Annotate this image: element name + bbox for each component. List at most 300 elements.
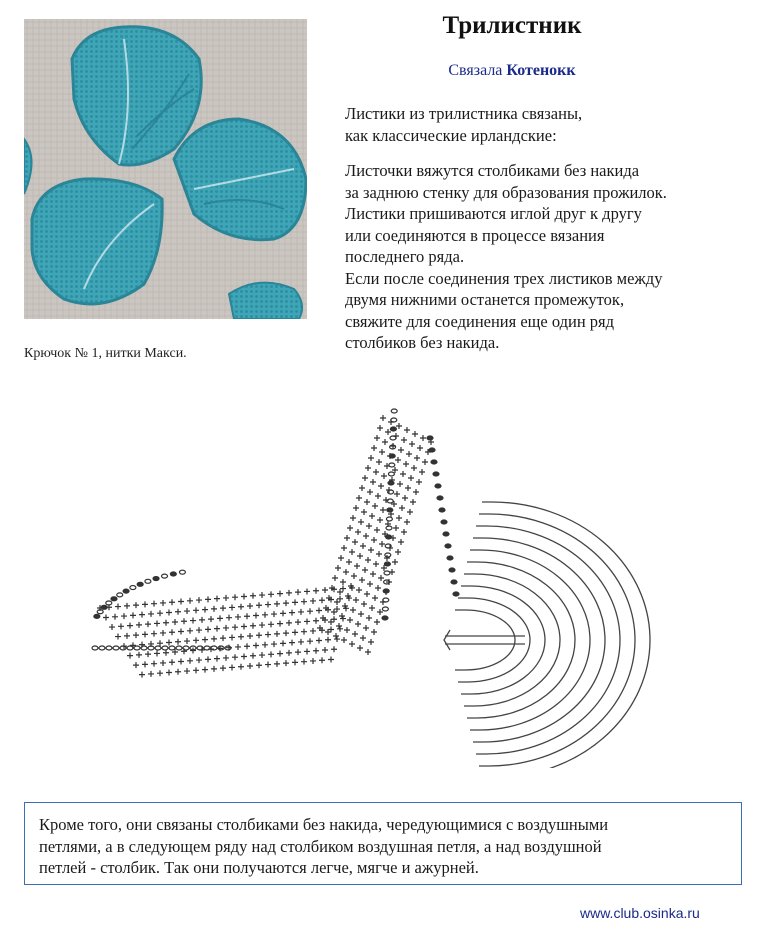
stitch-mark	[241, 593, 247, 599]
stitch-mark	[232, 594, 238, 600]
chain-mark	[437, 496, 443, 500]
stitch-mark	[365, 465, 371, 471]
crochet-chart-drawing	[80, 378, 700, 768]
chain-mark	[183, 646, 189, 650]
stitch-mark	[375, 493, 381, 499]
stitch-mark	[393, 525, 399, 531]
chain-mark	[441, 520, 447, 524]
stitch-mark	[373, 561, 379, 567]
chain-mark	[427, 436, 433, 440]
stitch-mark	[175, 669, 181, 675]
stitch-mark	[344, 627, 350, 633]
stitch-mark	[396, 515, 402, 521]
stitch-mark	[265, 602, 271, 608]
stitch-mark	[256, 632, 262, 638]
stitch-mark	[352, 539, 358, 545]
stitch-mark	[151, 661, 157, 667]
stitch-mark	[184, 608, 190, 614]
stitch-mark	[202, 667, 208, 673]
stitch-mark	[363, 625, 369, 631]
row-arc	[483, 538, 605, 742]
stitch-mark	[371, 629, 377, 635]
stitch-mark	[271, 641, 277, 647]
stitch-mark	[157, 670, 163, 676]
chain-mark	[127, 646, 133, 650]
stitch-mark	[376, 459, 382, 465]
chain-mark	[382, 607, 388, 611]
stitch-mark	[355, 529, 361, 535]
chain-mark	[99, 646, 105, 650]
stitch-mark	[416, 479, 422, 485]
intro-line: Листики из трилистника связаны,	[345, 104, 583, 123]
stitch-mark	[229, 664, 235, 670]
stitch-mark	[289, 640, 295, 646]
stitch-mark	[181, 618, 187, 624]
row-arc	[486, 526, 620, 754]
stitch-mark	[283, 660, 289, 666]
stitch-mark	[310, 628, 316, 634]
stitch-mark	[341, 637, 347, 643]
stitch-mark	[358, 519, 364, 525]
stitch-mark	[283, 630, 289, 636]
stitch-mark	[142, 601, 148, 607]
stitch-mark	[378, 483, 384, 489]
instruction-line: Если после соединения трех листиков между	[345, 268, 663, 288]
stitch-mark	[322, 647, 328, 653]
stitch-mark	[238, 604, 244, 610]
stitch-mark	[220, 605, 226, 611]
stitch-mark	[265, 662, 271, 668]
stitch-mark	[347, 617, 353, 623]
stitch-mark	[142, 631, 148, 637]
chain-mark	[101, 605, 107, 609]
stitch-mark	[359, 485, 365, 491]
chain-mark	[155, 646, 161, 650]
stitch-mark	[214, 656, 220, 662]
stitch-mark	[160, 630, 166, 636]
chain-mark	[451, 580, 457, 584]
stitch-mark	[220, 635, 226, 641]
stitch-mark	[187, 658, 193, 664]
stitch-mark	[304, 648, 310, 654]
stitch-mark	[404, 519, 410, 525]
stitch-mark	[136, 652, 142, 658]
stitch-mark	[145, 621, 151, 627]
stitch-mark	[163, 650, 169, 656]
row-direction-chart	[444, 502, 650, 768]
stitch-mark	[365, 557, 371, 563]
stitch-mark	[187, 628, 193, 634]
stitch-mark	[373, 469, 379, 475]
stitch-mark	[399, 505, 405, 511]
stitch-mark	[344, 535, 350, 541]
chain-mark	[386, 526, 392, 530]
stitch-mark	[359, 577, 365, 583]
stitch-mark	[392, 559, 398, 565]
stitch-mark	[357, 645, 363, 651]
stitch-mark	[166, 609, 172, 615]
stitch-mark	[121, 613, 127, 619]
stitch-mark	[232, 654, 238, 660]
note-box	[24, 802, 742, 885]
instruction-line: свяжите для соединения еще один ряд	[345, 311, 615, 331]
stitch-mark	[364, 591, 370, 597]
row-arc-end	[482, 502, 492, 768]
instructions-paragraph	[345, 160, 755, 354]
stitch-mark	[298, 609, 304, 615]
stitch-mark	[364, 499, 370, 505]
stitch-mark	[217, 615, 223, 621]
stitch-mark	[402, 495, 408, 501]
stitch-mark	[349, 641, 355, 647]
stitch-mark	[133, 602, 139, 608]
stitch-mark	[340, 586, 346, 592]
stitch-mark	[361, 509, 367, 515]
stitch-mark	[334, 606, 340, 612]
note-line: петлей - столбик. Так они получаются легче, мягче и ажурней.	[39, 858, 479, 877]
chain-mark	[391, 418, 397, 422]
stitch-mark	[241, 623, 247, 629]
stitch-mark	[361, 601, 367, 607]
start-arrow	[444, 630, 525, 650]
stitch-mark	[307, 638, 313, 644]
stitch-mark	[379, 449, 385, 455]
stitch-mark	[335, 565, 341, 571]
stitch-mark	[124, 603, 130, 609]
stitch-mark	[356, 495, 362, 501]
chain-mark	[387, 508, 393, 512]
stitch-mark	[124, 633, 130, 639]
stitch-mark	[214, 626, 220, 632]
stitch-mark	[372, 503, 378, 509]
trefoil-photo	[24, 19, 307, 319]
chain-mark	[390, 427, 396, 431]
stitch-mark	[378, 575, 384, 581]
author-prefix: Связала	[448, 62, 503, 79]
stitch-mark	[328, 619, 334, 625]
stitch-mark	[398, 539, 404, 545]
stitch-mark	[199, 617, 205, 623]
stitch-mark	[341, 545, 347, 551]
stitch-mark	[301, 629, 307, 635]
stitch-mark	[133, 662, 139, 668]
stitch-mark	[351, 573, 357, 579]
stitch-mark	[289, 610, 295, 616]
chain-mark	[447, 556, 453, 560]
stitch-mark	[325, 637, 331, 643]
stitch-mark	[142, 661, 148, 667]
stitch-mark	[350, 607, 356, 613]
stitch-mark	[166, 639, 172, 645]
stitch-mark	[310, 598, 316, 604]
stitch-mark	[274, 601, 280, 607]
stitch-mark	[280, 610, 286, 616]
stitch-mark	[247, 633, 253, 639]
stitch-mark	[331, 616, 337, 622]
chain-mark	[433, 472, 439, 476]
stitch-mark	[238, 634, 244, 640]
stitch-mark	[253, 643, 259, 649]
chain-mark	[382, 616, 388, 620]
stitch-mark	[370, 571, 376, 577]
stitch-mark	[280, 640, 286, 646]
stitch-mark	[367, 489, 373, 495]
stitch-mark	[232, 624, 238, 630]
row-arc-end	[476, 526, 486, 754]
stitch-mark	[397, 481, 403, 487]
chain-mark	[148, 646, 154, 650]
stitch-mark	[360, 543, 366, 549]
stitch-mark	[406, 451, 412, 457]
stitch-mark	[370, 479, 376, 485]
stitch-mark	[148, 671, 154, 677]
stitch-mark	[229, 634, 235, 640]
stitch-mark	[295, 589, 301, 595]
stitch-mark	[357, 553, 363, 559]
chain-mark	[445, 544, 451, 548]
stitch-mark	[343, 569, 349, 575]
stitch-mark	[145, 651, 151, 657]
stitch-mark	[380, 507, 386, 513]
stitch-mark	[362, 567, 368, 573]
stitch-mark	[349, 549, 355, 555]
stitch-mark	[316, 637, 322, 643]
stitch-mark	[235, 644, 241, 650]
chain-mark	[97, 610, 103, 614]
stitch-mark	[250, 593, 256, 599]
instruction-line: последнего ряда.	[345, 247, 465, 266]
stitch-mark	[334, 599, 340, 605]
stitch-mark	[410, 499, 416, 505]
stitch-mark	[241, 653, 247, 659]
website-link[interactable]: www.club.osinka.ru	[580, 905, 700, 921]
stitch-mark	[340, 579, 346, 585]
row-arc-end	[464, 574, 474, 706]
stitch-mark	[411, 465, 417, 471]
stitch-mark	[190, 618, 196, 624]
stitch-mark	[211, 666, 217, 672]
stitch-mark	[259, 592, 265, 598]
stitch-mark	[133, 632, 139, 638]
stitch-mark	[313, 648, 319, 654]
chain-mark	[92, 646, 98, 650]
chain-mark	[387, 499, 393, 503]
stitch-mark	[262, 612, 268, 618]
stitch-mark	[319, 657, 325, 663]
stitch-mark	[355, 621, 361, 627]
stitch-mark	[372, 595, 378, 601]
row-arc-end	[473, 538, 483, 742]
row-arc	[471, 586, 545, 694]
stitch-mark	[313, 618, 319, 624]
stitch-mark	[292, 659, 298, 665]
stitch-mark	[316, 607, 322, 613]
stitch-mark	[292, 599, 298, 605]
stitch-mark	[352, 631, 358, 637]
stitch-mark	[238, 664, 244, 670]
stitch-mark	[401, 529, 407, 535]
chain-mark	[431, 460, 437, 464]
chain-mark	[389, 463, 395, 467]
stitch-mark	[223, 625, 229, 631]
chain-mark	[117, 593, 123, 597]
stitch-mark	[403, 461, 409, 467]
stitch-mark	[422, 459, 428, 465]
stitch-mark	[304, 618, 310, 624]
note-line: Кроме того, они связаны столбиками без накида, чередующимися с воздушными	[39, 815, 609, 834]
stitch-mark	[247, 663, 253, 669]
stitch-mark	[363, 533, 369, 539]
chain-mark	[162, 574, 168, 578]
stitch-mark	[376, 551, 382, 557]
chain-mark	[439, 508, 445, 512]
stitch-mark	[413, 489, 419, 495]
stitch-mark	[346, 559, 352, 565]
stitch-mark	[184, 638, 190, 644]
instruction-line: Листочки вяжутся столбиками без накида	[345, 161, 640, 180]
stitch-mark	[353, 597, 359, 603]
stitch-mark	[169, 629, 175, 635]
chain-mark	[106, 601, 112, 605]
stitch-mark	[205, 596, 211, 602]
stitch-mark	[366, 523, 372, 529]
stitch-mark	[118, 623, 124, 629]
stitch-mark	[223, 595, 229, 601]
stitch-mark	[259, 622, 265, 628]
chain-mark	[211, 646, 217, 650]
stitch-mark	[391, 501, 397, 507]
stitch-mark	[338, 555, 344, 561]
stitch-mark	[151, 601, 157, 607]
stitch-mark	[354, 563, 360, 569]
stitch-mark	[184, 668, 190, 674]
stitch-mark	[298, 639, 304, 645]
stitch-mark	[175, 639, 181, 645]
stitch-mark	[409, 441, 415, 447]
stitch-mark	[253, 613, 259, 619]
chain-mark	[123, 589, 129, 593]
stitch-mark	[358, 611, 364, 617]
stitch-mark	[175, 609, 181, 615]
stitch-mark	[136, 622, 142, 628]
chain-mark	[388, 472, 394, 476]
stitch-mark	[369, 513, 375, 519]
stitch-mark	[244, 613, 250, 619]
stitch-mark	[313, 588, 319, 594]
stitch-mark	[283, 600, 289, 606]
stitch-mark	[244, 643, 250, 649]
stitch-mark	[347, 525, 353, 531]
stitch-mark	[292, 629, 298, 635]
stitch-mark	[295, 649, 301, 655]
stitch-mark	[371, 445, 377, 451]
stitch-mark	[202, 637, 208, 643]
stitch-mark	[265, 632, 271, 638]
chain-mark	[386, 535, 392, 539]
stitch-mark	[166, 669, 172, 675]
page-title: Трилистник	[442, 12, 582, 39]
stitch-mark	[154, 650, 160, 656]
chain-mark	[391, 409, 397, 413]
stitch-mark	[139, 672, 145, 678]
stitch-mark	[404, 427, 410, 433]
row-arc-end	[455, 610, 465, 670]
chain-mark	[145, 579, 151, 583]
chain-mark	[383, 589, 389, 593]
stitch-mark	[268, 621, 274, 627]
author-name: Котенокк	[506, 62, 576, 79]
chain-mark	[130, 586, 136, 590]
stitch-mark	[374, 619, 380, 625]
stitch-mark	[127, 623, 133, 629]
stitch-mark	[408, 475, 414, 481]
stitch-mark	[381, 473, 387, 479]
chain-mark	[94, 614, 100, 618]
stitch-mark	[187, 598, 193, 604]
stitch-mark	[193, 607, 199, 613]
stitch-mark	[196, 627, 202, 633]
stitch-mark	[286, 590, 292, 596]
stitch-mark	[163, 620, 169, 626]
stitch-mark	[115, 604, 121, 610]
trefoil-photo-drawing	[24, 19, 307, 319]
stitch-mark	[310, 658, 316, 664]
stitch-mark	[172, 619, 178, 625]
chain-mark	[384, 571, 390, 575]
chain-mark	[204, 646, 210, 650]
chain-mark	[389, 454, 395, 458]
chain-mark	[390, 436, 396, 440]
stitch-mark	[250, 623, 256, 629]
stitch-mark	[262, 642, 268, 648]
chain-mark	[162, 646, 168, 650]
stitch-mark	[331, 646, 337, 652]
chain-mark	[449, 568, 455, 572]
stitch-mark	[112, 614, 118, 620]
stitch-mark	[331, 609, 337, 615]
stitch-mark	[286, 650, 292, 656]
stitch-mark	[139, 612, 145, 618]
stitch-mark	[401, 437, 407, 443]
stitch-mark	[353, 505, 359, 511]
stitch-mark	[286, 620, 292, 626]
chain-mark	[386, 517, 392, 521]
stitch-mark	[377, 517, 383, 523]
stitch-mark	[178, 629, 184, 635]
stitch-mark	[301, 599, 307, 605]
stitch-mark	[337, 596, 343, 602]
stitch-mark	[109, 624, 115, 630]
stitch-mark	[395, 549, 401, 555]
stitch-mark	[148, 611, 154, 617]
stitch-mark	[256, 662, 262, 668]
stitch-mark	[169, 659, 175, 665]
stitch-mark	[274, 631, 280, 637]
stitch-mark	[374, 435, 380, 441]
stitch-mark	[259, 652, 265, 658]
stitch-mark	[368, 455, 374, 461]
stitch-mark	[268, 651, 274, 657]
stitch-mark	[226, 615, 232, 621]
stitch-mark	[274, 661, 280, 667]
chain-mark	[384, 562, 390, 566]
stitch-mark	[333, 633, 339, 639]
stitch-mark	[202, 607, 208, 613]
stitch-mark	[157, 640, 163, 646]
stitch-mark	[130, 612, 136, 618]
stitch-mark	[211, 606, 217, 612]
stitch-mark	[268, 591, 274, 597]
